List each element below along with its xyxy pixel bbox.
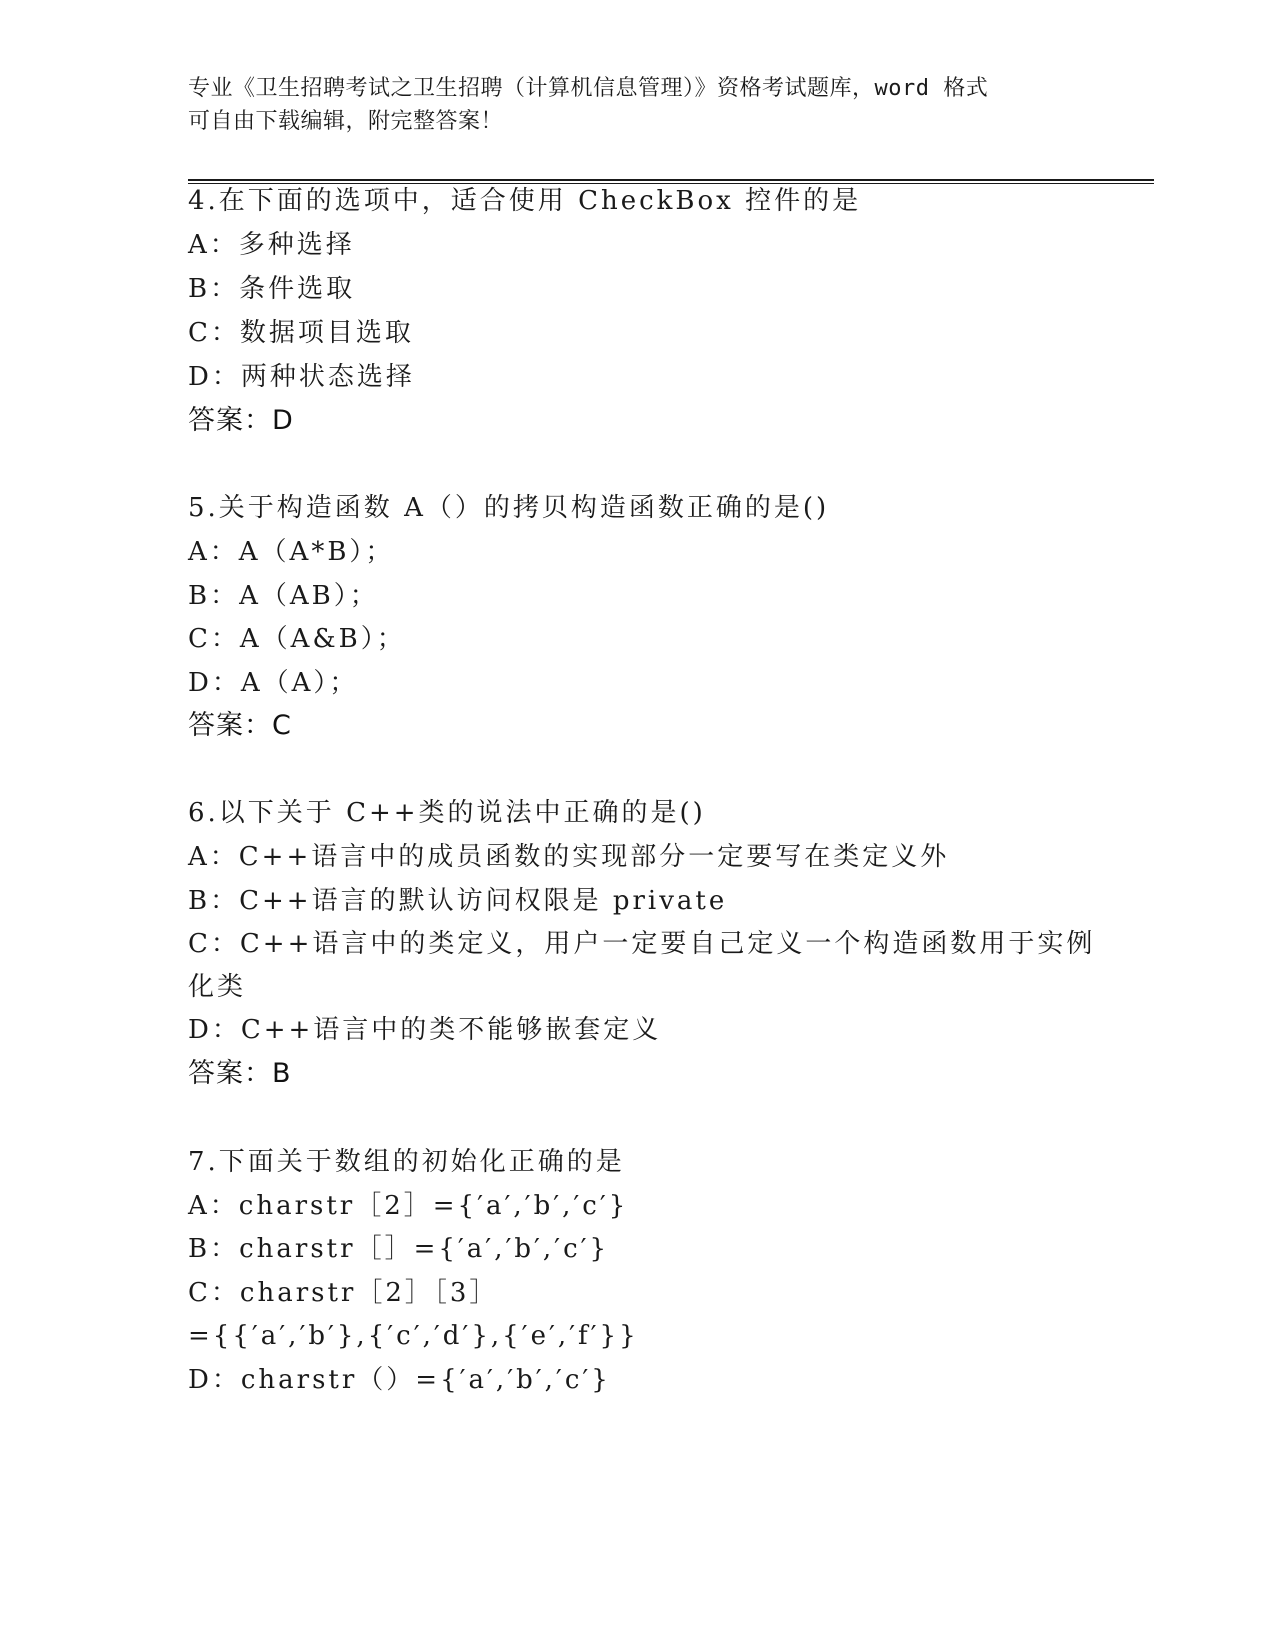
question-6-option-b: B：C++语言的默认访问权限是 private bbox=[188, 886, 728, 916]
question-7-option-a: A：charstr［2］={′a′,′b′,′c′} bbox=[188, 1191, 629, 1221]
question-4-answer: 答案：D bbox=[188, 405, 294, 436]
question-6-option-a: A：C++语言中的成员函数的实现部分一定要写在类定义外 bbox=[188, 842, 950, 872]
header-line-2: 可自由下载编辑，附完整答案！ bbox=[188, 109, 504, 134]
question-7-stem: 7.下面关于数组的初始化正确的是 bbox=[188, 1147, 625, 1177]
question-7-option-c: C：charstr［2］［3］ bbox=[188, 1278, 499, 1308]
question-7-option-c-continued: ={{′a′,′b′},{′c′,′d′},{′e′,′f′}} bbox=[188, 1321, 639, 1351]
header-divider-thick bbox=[188, 179, 1154, 181]
question-5-answer: 答案：C bbox=[188, 710, 292, 741]
question-5-option-b: B：A（AB）； bbox=[188, 581, 379, 611]
question-7-option-b: B：charstr［］={′a′,′b′,′c′} bbox=[188, 1234, 610, 1264]
question-5-option-c: C：A（A&B）； bbox=[188, 624, 406, 654]
question-4-option-c: C：数据项目选取 bbox=[188, 318, 414, 348]
question-4-option-d: D：两种状态选择 bbox=[188, 362, 415, 392]
question-5-option-a: A：A（A*B）； bbox=[188, 537, 395, 567]
question-6-option-d: D：C++语言中的类不能够嵌套定义 bbox=[188, 1015, 662, 1045]
question-6-option-c: C：C++语言中的类定义，用户一定要自己定义一个构造函数用于实例 bbox=[188, 929, 1096, 959]
question-4-option-b: B：条件选取 bbox=[188, 274, 356, 304]
document-header bbox=[188, 72, 1088, 138]
question-6-answer: 答案：B bbox=[188, 1058, 292, 1089]
question-6-option-c-continued: 化类 bbox=[188, 972, 247, 1002]
question-5-option-d: D：A（A）； bbox=[188, 668, 359, 698]
header-line-1: 专业《卫生招聘考试之卫生招聘（计算机信息管理）》资格考试题库，word 格式 bbox=[188, 76, 989, 101]
question-5-stem: 5.关于构造函数 A（）的拷贝构造函数正确的是() bbox=[188, 493, 830, 523]
question-4-option-a: A：多种选择 bbox=[188, 230, 355, 260]
question-7-option-d: D：charstr（）={′a′,′b′,′c′} bbox=[188, 1365, 611, 1395]
question-4-stem: 4.在下面的选项中，适合使用 CheckBox 控件的是 bbox=[188, 186, 862, 216]
header-divider-thin bbox=[188, 183, 1154, 184]
question-6-stem: 6.以下关于 C++类的说法中正确的是() bbox=[188, 798, 706, 828]
